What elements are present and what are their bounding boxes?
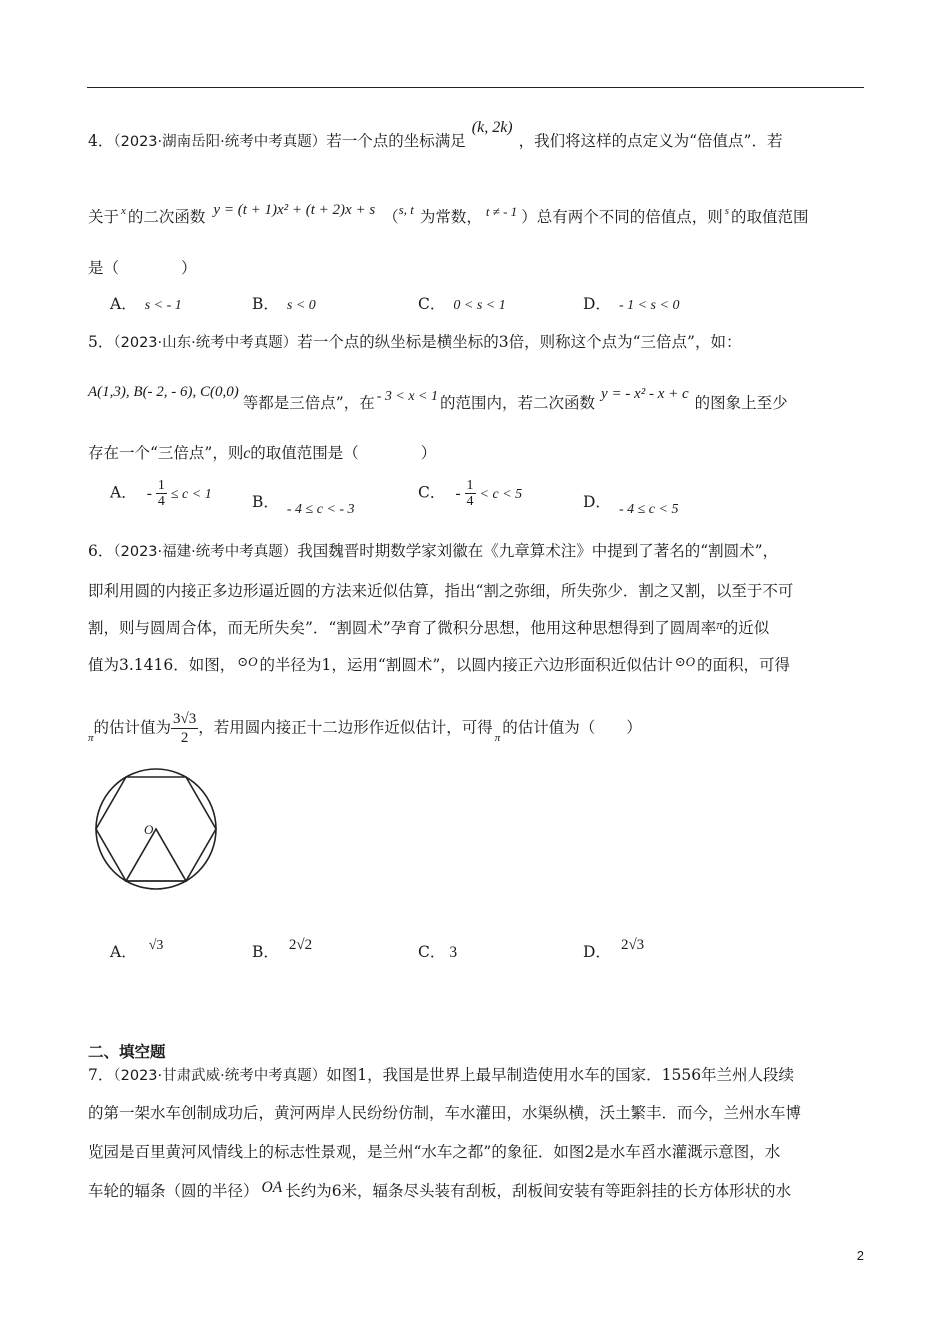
q6-option-c[interactable]: C． 3 [418, 943, 458, 961]
circle-hexagon-figure [90, 766, 225, 896]
page-number: 2 [856, 1248, 864, 1263]
q6-line3: 割，则与圆周合体，而无所失矣”．“割圆术”孕育了微积分思想，他用这种思想得到了圆周率$^\pi$的近似 [88, 617, 770, 637]
q5-line3: 存在一个“三倍点”，则c的取值范围是（ ） [88, 444, 437, 462]
q5-option-b[interactable]: B． - 4 ≤ c < - 3 [252, 493, 355, 517]
q6-line2: 即利用圆的内接正多边形逼近圆的方法来近似估算，指出“割之弥细，所失弥少．割之又割，以至于不可 [88, 582, 794, 600]
q5-option-a[interactable]: A． - $\frac{1}{4}$ ≤ c < 1 [110, 478, 212, 509]
central-triangle [126, 829, 186, 881]
q5-option-c[interactable]: C． - $\frac{1}{4}$ < c < 5 [418, 478, 523, 509]
q5-line2: A(1,3), B(- 2, - 6), C(0,0)等都是三倍点”，在 - 3 < x < 1 的范围内，若二次函数 y = - x² - x + c 的图象上至少 [88, 384, 788, 412]
q7-line2: 的第一架水车创制成功后，黄河两岸人民纷纷仿制，车水灌田，水渠纵横，沃土繁丰．而今，兰州水车博 [88, 1104, 802, 1122]
q4-line1: 4．（2023·湖南岳阳·统考中考真题）若一个点的坐标满足(k, 2k)，我们将这样的点定义为“倍值点”．若 [88, 119, 783, 150]
section-heading: 二、填空题 [88, 1043, 166, 1061]
q6-line1: 6．（2023·福建·统考中考真题）我国魏晋时期数学家刘徽在《九章算术注》中提到了著名的“割圆术”， [88, 542, 779, 560]
q6-line4: 值为3.1416．如图， $^{⊙O}$ 的半径为1，运用“割圆术”，以圆内接正六边形面积近似估计 $^{⊙O}$ 的面积，可得 [88, 654, 791, 674]
q4-line3: 是（ ） [88, 259, 197, 277]
header-rule [87, 87, 864, 88]
q6-line5: $_\pi$的估计值为 $\frac{3√3}{2}$ ，若用圆内接正十二边形作近似估计，可得$_\pi$的估计值为（ ） [88, 711, 642, 746]
q6-option-b[interactable]: B． 2√2 [252, 937, 313, 961]
center-label-o: O [144, 822, 154, 837]
q4-option-b[interactable]: B． s < 0 [252, 295, 316, 313]
q4-line2: 关于 $^x$ 的二次函数 y = (t + 1)x² + (t + 2)x + s （$^{s, t}$ 为常数， $^{t \ne - 1}$ ）总有两个不同的倍值点，则 $^s$ 的取值范围 [88, 202, 809, 226]
q4-option-c[interactable]: C． 0 < s < 1 [418, 295, 506, 313]
q5-line1: 5．（2023·山东·统考中考真题）若一个点的纵坐标是横坐标的3倍，则称这个点为“三倍点”，如： [88, 333, 742, 351]
q6-option-d[interactable]: D． 2√3 [583, 937, 645, 961]
q7-line3: 览园是百里黄河风情线上的标志性景观，是兰州“水车之都”的象征．如图2是水车舀水灌溉示意图，水 [88, 1143, 781, 1161]
q5-option-d[interactable]: D． - 4 ≤ c < 5 [583, 493, 679, 517]
q4-option-a[interactable]: A． s < - 1 [110, 295, 182, 313]
q6-option-a[interactable]: A． √3 [110, 938, 164, 961]
q7-line4: 车轮的辐条（圆的半径） OA 长约为6米，辐条尽头装有刮板，刮板间安装有等距斜挂的长方体形状的水 [88, 1179, 792, 1200]
q4-option-d[interactable]: D． - 1 < s < 0 [583, 295, 680, 313]
q7-line1: 7．（2023·甘肃武威·统考中考真题）如图1，我国是世界上最早制造使用水车的国家．1556年兰州人段续 [88, 1066, 795, 1084]
